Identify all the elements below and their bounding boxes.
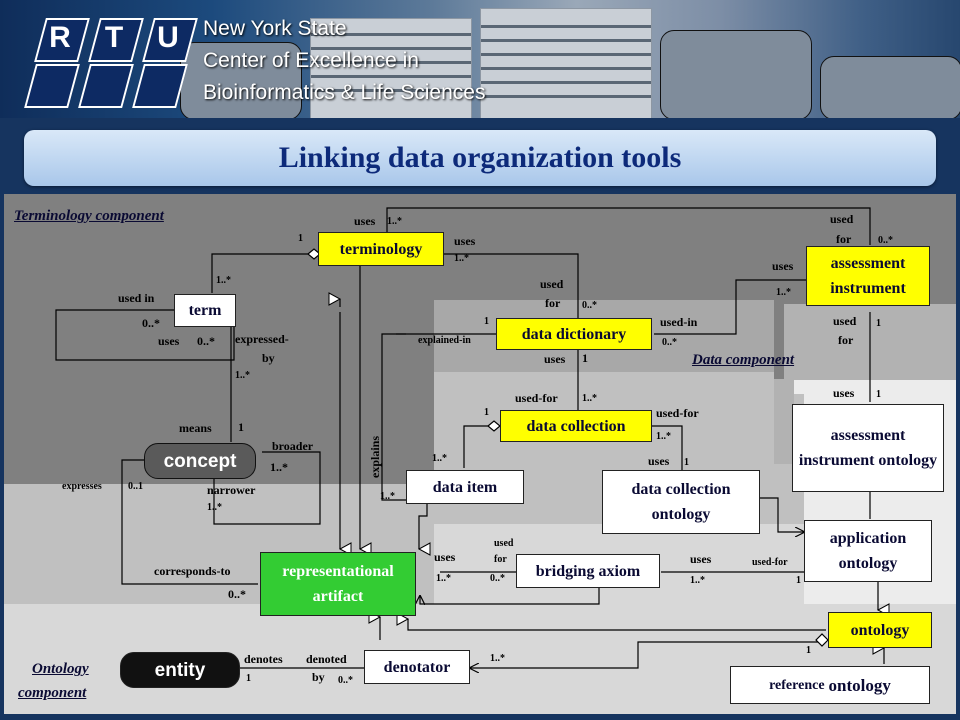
entity-box: entity	[120, 652, 240, 688]
header-banner	[0, 0, 960, 118]
application-ontology-box: application ontology	[804, 520, 932, 582]
multiplicity-label: 1	[298, 233, 303, 244]
role-label: used-for	[752, 557, 788, 568]
multiplicity-label: 1..*	[656, 431, 671, 442]
multiplicity-label: 1..*	[432, 453, 447, 464]
role-label: expresses	[62, 481, 102, 492]
data-dictionary-box: data dictionary	[496, 318, 652, 350]
concept-box: concept	[144, 443, 256, 479]
header-line-3: Bioinformatics & Life Sciences	[203, 81, 486, 104]
multiplicity-label: 0..*	[662, 337, 677, 348]
building-image	[480, 8, 652, 118]
multiplicity-label: 0..*	[338, 675, 353, 686]
multiplicity-label: 1	[876, 318, 881, 329]
multiplicity-label: 1..*	[582, 393, 597, 404]
role-label: uses	[454, 234, 476, 248]
ontology-component-label-1: Ontology	[32, 661, 89, 677]
building-image	[660, 30, 812, 118]
page-title: Linking data organization tools	[278, 141, 682, 174]
role-label: denoted	[306, 652, 347, 666]
role-label: explained-in	[418, 335, 471, 346]
terminology-box: terminology	[318, 232, 444, 266]
role-label: used	[494, 538, 514, 549]
header-line-1: New York State	[203, 17, 347, 40]
role-label: uses	[772, 259, 794, 273]
logo-tile	[78, 64, 134, 108]
multiplicity-label: 1..*	[436, 573, 451, 584]
multiplicity-label: 1	[684, 457, 689, 468]
role-label: used-for	[515, 391, 558, 405]
data-item-box: data item	[406, 470, 524, 504]
diagram-canvas	[4, 194, 956, 714]
multiplicity-label: 1	[582, 351, 588, 365]
role-label: uses	[833, 386, 855, 400]
role-label: used	[830, 212, 854, 226]
multiplicity-label: 1	[796, 575, 801, 586]
role-label: for	[836, 232, 852, 246]
multiplicity-label: 1..*	[387, 216, 402, 227]
multiplicity-label: 1..*	[216, 275, 231, 286]
role-label: for	[494, 554, 507, 565]
building-image	[820, 56, 960, 118]
logo-letter-t: T	[104, 21, 124, 54]
role-label: uses	[158, 334, 180, 348]
role-label: used in	[118, 291, 155, 305]
multiplicity-label: 1	[238, 420, 244, 434]
role-label: broader	[272, 439, 314, 453]
role-label: expressed-	[235, 332, 289, 346]
data-collection-ontology-box: data collection ontology	[602, 470, 760, 534]
terminology-component-label: Terminology component	[14, 208, 164, 224]
reference-ontology-label-b: ontology	[828, 675, 891, 695]
multiplicity-label: 1..*	[776, 287, 791, 298]
multiplicity-label: 0..1	[128, 481, 143, 492]
multiplicity-label: 1	[806, 645, 811, 656]
multiplicity-label: 0..*	[582, 300, 597, 311]
multiplicity-label: 1	[484, 316, 489, 327]
role-label: uses	[648, 454, 670, 468]
reference-ontology-label-a: reference	[769, 677, 825, 693]
multiplicity-label: 1..*	[207, 502, 222, 513]
role-label: means	[179, 421, 212, 435]
multiplicity-label: 1..*	[235, 370, 250, 381]
multiplicity-label: 0..*	[878, 235, 893, 246]
role-label: for	[545, 296, 561, 310]
role-label: uses	[354, 214, 376, 228]
data-collection-box: data collection	[500, 410, 652, 442]
multiplicity-label: 1	[246, 673, 251, 684]
multiplicity-label: 1	[484, 407, 489, 418]
multiplicity-label: 0..*	[228, 587, 246, 601]
role-label: used	[540, 277, 564, 291]
multiplicity-label: 1..*	[270, 460, 288, 474]
assessment-instrument-box: assessment instrument	[806, 246, 930, 306]
role-label: uses	[434, 550, 456, 564]
data-component-label: Data component	[692, 352, 795, 368]
term-box: term	[174, 294, 236, 327]
role-label: explains	[368, 435, 382, 478]
ontology-box: ontology	[828, 612, 932, 648]
logo-letter-u: U	[157, 21, 179, 54]
role-label: corresponds-to	[154, 564, 231, 578]
role-label: by	[312, 670, 325, 684]
multiplicity-label: 0..*	[197, 334, 215, 348]
multiplicity-label: 1..*	[454, 253, 469, 264]
assessment-instrument-ontology-box: assessment instrument ontology	[792, 404, 944, 492]
role-label: uses	[544, 352, 566, 366]
role-label: narrower	[207, 483, 256, 497]
role-label: by	[262, 351, 275, 365]
title-bar	[24, 130, 936, 186]
representational-artifact-box: representational artifact	[260, 552, 416, 616]
multiplicity-label: 1..*	[690, 575, 705, 586]
logo-tile	[24, 64, 80, 108]
multiplicity-label: 1	[876, 389, 881, 400]
reference-ontology-box	[730, 666, 930, 704]
denotator-box: denotator	[364, 650, 470, 684]
header-line-2: Center of Excellence in	[203, 49, 419, 72]
multiplicity-label: 0..*	[142, 316, 160, 330]
role-label: used-in	[660, 315, 698, 329]
multiplicity-label: 1..*	[490, 653, 505, 664]
logo-letter-r: R	[49, 21, 71, 54]
role-label: uses	[690, 552, 712, 566]
role-label: denotes	[244, 652, 283, 666]
multiplicity-label: 1..*	[380, 491, 395, 502]
role-label: used-for	[656, 406, 699, 420]
role-label: used	[833, 314, 857, 328]
role-label: for	[838, 333, 854, 347]
multiplicity-label: 0..*	[490, 573, 505, 584]
ontology-component-label-2: component	[18, 685, 87, 701]
bridging-axiom-box: bridging axiom	[516, 554, 660, 588]
